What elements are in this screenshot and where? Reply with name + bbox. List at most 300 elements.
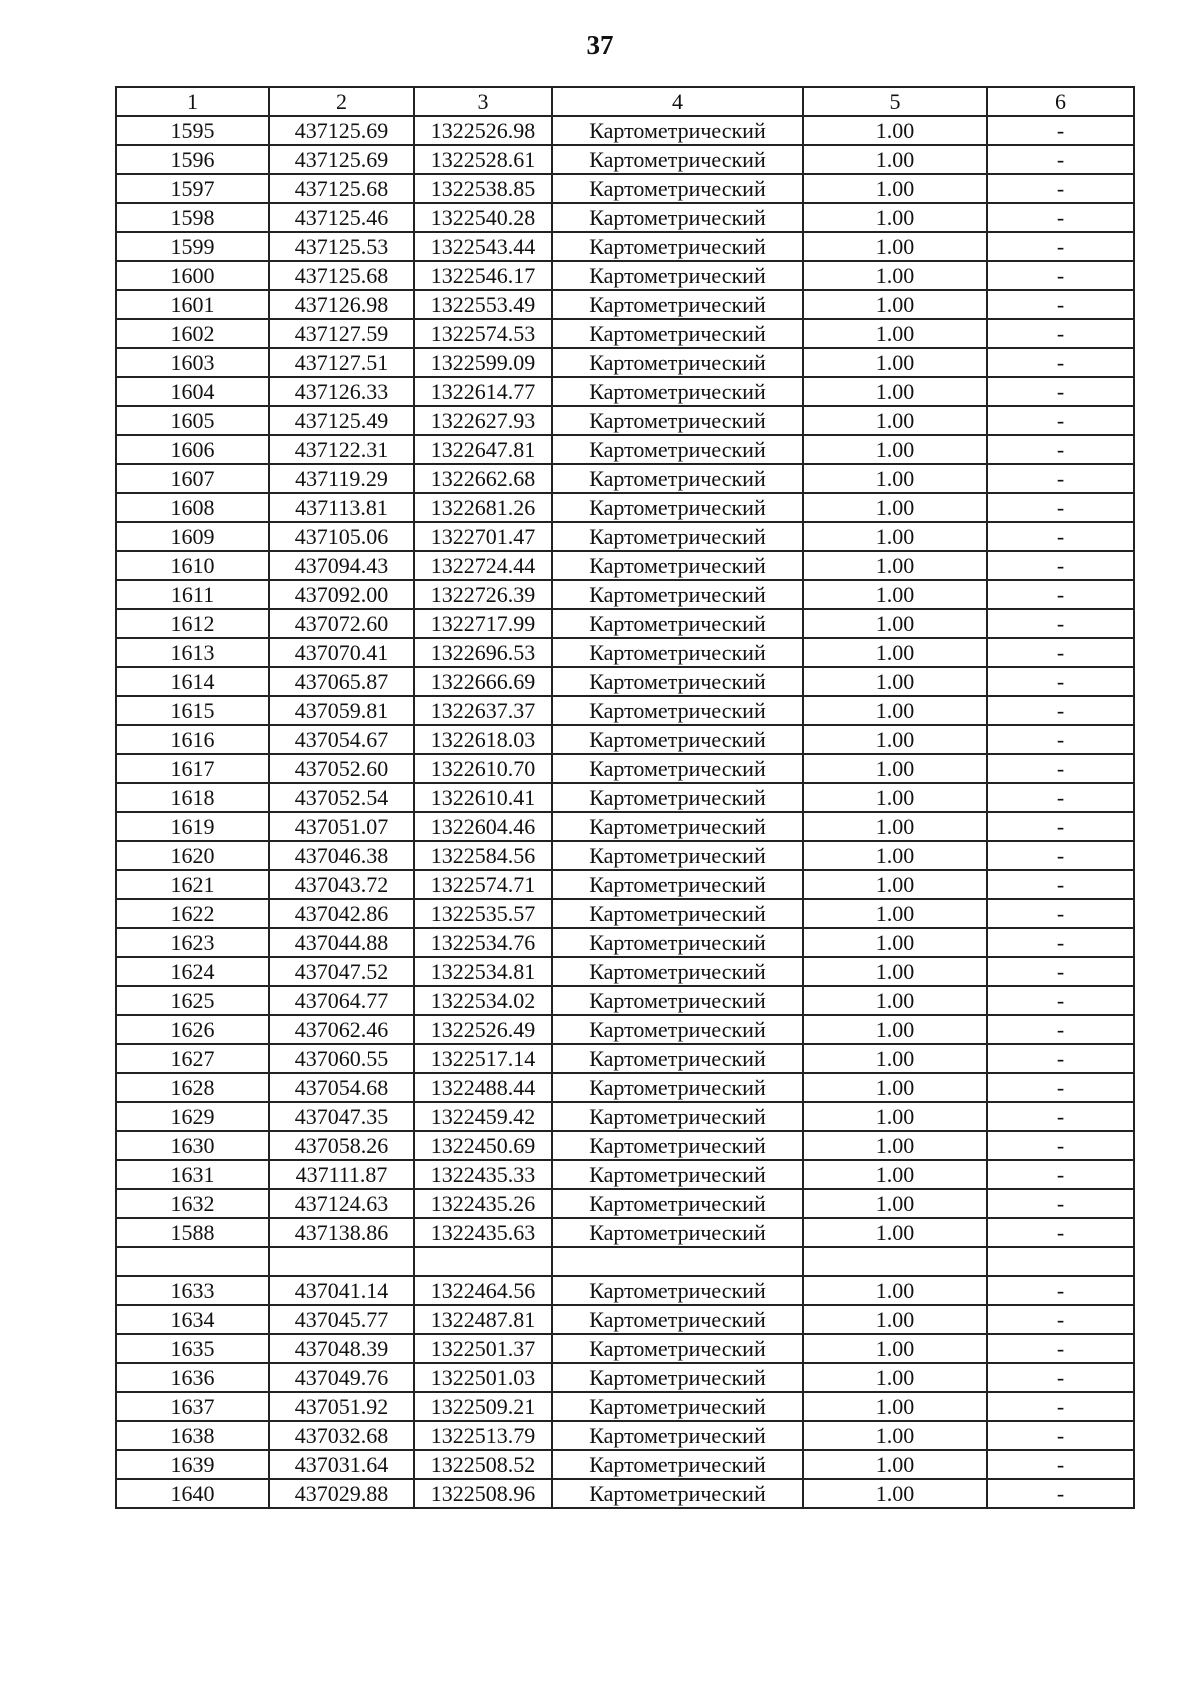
x-coordinate-cell: 437125.53 <box>269 232 414 261</box>
method-cell: Картометрический <box>552 1450 803 1479</box>
method-cell: Картометрический <box>552 551 803 580</box>
y-coordinate-cell: 1322681.26 <box>414 493 552 522</box>
accuracy-cell: 1.00 <box>803 1276 987 1305</box>
x-coordinate-cell: 437105.06 <box>269 522 414 551</box>
table-row <box>116 377 1134 406</box>
table-row <box>116 870 1134 899</box>
table-row <box>116 174 1134 203</box>
point-number-cell: 1609 <box>116 522 269 551</box>
table-row <box>116 667 1134 696</box>
y-coordinate-cell: 1322509.21 <box>414 1392 552 1421</box>
point-number-cell: 1619 <box>116 812 269 841</box>
note-cell: - <box>987 1450 1134 1479</box>
note-cell: - <box>987 1392 1134 1421</box>
y-coordinate-cell: 1322540.28 <box>414 203 552 232</box>
point-number-cell: 1622 <box>116 899 269 928</box>
x-coordinate-cell: 437043.72 <box>269 870 414 899</box>
y-coordinate-cell: 1322701.47 <box>414 522 552 551</box>
table-row <box>116 754 1134 783</box>
note-cell <box>987 1247 1134 1276</box>
y-coordinate-cell: 1322526.98 <box>414 116 552 145</box>
accuracy-cell: 1.00 <box>803 870 987 899</box>
method-cell <box>552 1247 803 1276</box>
method-cell: Картометрический <box>552 464 803 493</box>
note-cell: - <box>987 725 1134 754</box>
note-cell: - <box>987 1276 1134 1305</box>
y-coordinate-cell: 1322666.69 <box>414 667 552 696</box>
table-row <box>116 1015 1134 1044</box>
x-coordinate-cell: 437041.14 <box>269 1276 414 1305</box>
y-coordinate-cell: 1322574.53 <box>414 319 552 348</box>
point-number-cell: 1614 <box>116 667 269 696</box>
table-row <box>116 145 1134 174</box>
table-row <box>116 696 1134 725</box>
accuracy-cell: 1.00 <box>803 1044 987 1073</box>
y-coordinate-cell: 1322535.57 <box>414 899 552 928</box>
table-row <box>116 1276 1134 1305</box>
note-cell: - <box>987 1160 1134 1189</box>
table-row <box>116 957 1134 986</box>
x-coordinate-cell: 437125.69 <box>269 145 414 174</box>
y-coordinate-cell: 1322517.14 <box>414 1044 552 1073</box>
header-cell-2: 2 <box>269 87 414 116</box>
note-cell: - <box>987 551 1134 580</box>
note-cell: - <box>987 1305 1134 1334</box>
accuracy-cell: 1.00 <box>803 899 987 928</box>
x-coordinate-cell: 437062.46 <box>269 1015 414 1044</box>
note-cell: - <box>987 203 1134 232</box>
point-number-cell: 1623 <box>116 928 269 957</box>
note-cell: - <box>987 1189 1134 1218</box>
note-cell: - <box>987 1421 1134 1450</box>
y-coordinate-cell: 1322717.99 <box>414 609 552 638</box>
accuracy-cell: 1.00 <box>803 754 987 783</box>
point-number-cell: 1625 <box>116 986 269 1015</box>
note-cell: - <box>987 1073 1134 1102</box>
accuracy-cell: 1.00 <box>803 116 987 145</box>
method-cell: Картометрический <box>552 1044 803 1073</box>
note-cell: - <box>987 1044 1134 1073</box>
accuracy-cell: 1.00 <box>803 406 987 435</box>
point-number-cell: 1603 <box>116 348 269 377</box>
accuracy-cell: 1.00 <box>803 638 987 667</box>
header-cell-5: 5 <box>803 87 987 116</box>
accuracy-cell <box>803 1247 987 1276</box>
x-coordinate-cell: 437126.98 <box>269 290 414 319</box>
x-coordinate-cell: 437125.68 <box>269 261 414 290</box>
point-number-cell: 1604 <box>116 377 269 406</box>
table-row <box>116 551 1134 580</box>
note-cell: - <box>987 899 1134 928</box>
note-cell: - <box>987 261 1134 290</box>
table-row <box>116 1392 1134 1421</box>
table-row <box>116 1102 1134 1131</box>
header-row <box>116 87 1134 116</box>
header-cell-4: 4 <box>552 87 803 116</box>
accuracy-cell: 1.00 <box>803 203 987 232</box>
accuracy-cell: 1.00 <box>803 174 987 203</box>
accuracy-cell: 1.00 <box>803 928 987 957</box>
note-cell: - <box>987 696 1134 725</box>
table-row <box>116 1189 1134 1218</box>
point-number-cell: 1638 <box>116 1421 269 1450</box>
note-cell: - <box>987 841 1134 870</box>
accuracy-cell: 1.00 <box>803 1160 987 1189</box>
y-coordinate-cell: 1322610.70 <box>414 754 552 783</box>
method-cell: Картометрический <box>552 174 803 203</box>
accuracy-cell: 1.00 <box>803 290 987 319</box>
note-cell: - <box>987 1363 1134 1392</box>
table-row <box>116 116 1134 145</box>
note-cell: - <box>987 232 1134 261</box>
y-coordinate-cell: 1322508.96 <box>414 1479 552 1508</box>
y-coordinate-cell: 1322528.61 <box>414 145 552 174</box>
note-cell: - <box>987 986 1134 1015</box>
accuracy-cell: 1.00 <box>803 348 987 377</box>
method-cell: Картометрический <box>552 870 803 899</box>
method-cell: Картометрический <box>552 1073 803 1102</box>
x-coordinate-cell: 437094.43 <box>269 551 414 580</box>
x-coordinate-cell: 437124.63 <box>269 1189 414 1218</box>
y-coordinate-cell: 1322534.76 <box>414 928 552 957</box>
note-cell: - <box>987 667 1134 696</box>
y-coordinate-cell: 1322662.68 <box>414 464 552 493</box>
point-number-cell: 1636 <box>116 1363 269 1392</box>
y-coordinate-cell: 1322487.81 <box>414 1305 552 1334</box>
method-cell: Картометрический <box>552 203 803 232</box>
y-coordinate-cell: 1322450.69 <box>414 1131 552 1160</box>
accuracy-cell: 1.00 <box>803 1363 987 1392</box>
table-row <box>116 1305 1134 1334</box>
x-coordinate-cell: 437052.54 <box>269 783 414 812</box>
method-cell: Картометрический <box>552 725 803 754</box>
accuracy-cell: 1.00 <box>803 667 987 696</box>
table-row <box>116 1421 1134 1450</box>
table-row <box>116 1131 1134 1160</box>
y-coordinate-cell <box>414 1247 552 1276</box>
x-coordinate-cell: 437054.67 <box>269 725 414 754</box>
x-coordinate-cell: 437060.55 <box>269 1044 414 1073</box>
method-cell: Картометрический <box>552 1305 803 1334</box>
x-coordinate-cell: 437070.41 <box>269 638 414 667</box>
note-cell: - <box>987 812 1134 841</box>
table-row <box>116 522 1134 551</box>
table-row <box>116 609 1134 638</box>
table-row <box>116 899 1134 928</box>
table-row <box>116 1247 1134 1276</box>
table-row <box>116 319 1134 348</box>
accuracy-cell: 1.00 <box>803 1450 987 1479</box>
accuracy-cell: 1.00 <box>803 1334 987 1363</box>
table-row <box>116 638 1134 667</box>
note-cell: - <box>987 609 1134 638</box>
method-cell: Картометрический <box>552 812 803 841</box>
method-cell: Картометрический <box>552 1131 803 1160</box>
point-number-cell: 1637 <box>116 1392 269 1421</box>
y-coordinate-cell: 1322435.33 <box>414 1160 552 1189</box>
method-cell: Картометрический <box>552 609 803 638</box>
table-row <box>116 232 1134 261</box>
note-cell: - <box>987 580 1134 609</box>
accuracy-cell: 1.00 <box>803 1218 987 1247</box>
table-row <box>116 1363 1134 1392</box>
note-cell: - <box>987 522 1134 551</box>
method-cell: Картометрический <box>552 1160 803 1189</box>
accuracy-cell: 1.00 <box>803 696 987 725</box>
y-coordinate-cell: 1322696.53 <box>414 638 552 667</box>
point-number-cell: 1620 <box>116 841 269 870</box>
method-cell: Картометрический <box>552 841 803 870</box>
accuracy-cell: 1.00 <box>803 1479 987 1508</box>
point-number-cell: 1601 <box>116 290 269 319</box>
y-coordinate-cell: 1322584.56 <box>414 841 552 870</box>
point-number-cell: 1626 <box>116 1015 269 1044</box>
note-cell: - <box>987 1218 1134 1247</box>
method-cell: Картометрический <box>552 754 803 783</box>
accuracy-cell: 1.00 <box>803 580 987 609</box>
y-coordinate-cell: 1322513.79 <box>414 1421 552 1450</box>
accuracy-cell: 1.00 <box>803 377 987 406</box>
point-number-cell: 1588 <box>116 1218 269 1247</box>
y-coordinate-cell: 1322501.03 <box>414 1363 552 1392</box>
note-cell: - <box>987 174 1134 203</box>
method-cell: Картометрический <box>552 1102 803 1131</box>
method-cell: Картометрический <box>552 928 803 957</box>
method-cell: Картометрический <box>552 493 803 522</box>
method-cell: Картометрический <box>552 1189 803 1218</box>
table-row <box>116 290 1134 319</box>
x-coordinate-cell: 437042.86 <box>269 899 414 928</box>
y-coordinate-cell: 1322435.26 <box>414 1189 552 1218</box>
accuracy-cell: 1.00 <box>803 551 987 580</box>
y-coordinate-cell: 1322637.37 <box>414 696 552 725</box>
y-coordinate-cell: 1322647.81 <box>414 435 552 464</box>
table-row <box>116 841 1134 870</box>
x-coordinate-cell: 437113.81 <box>269 493 414 522</box>
x-coordinate-cell: 437047.52 <box>269 957 414 986</box>
y-coordinate-cell: 1322553.49 <box>414 290 552 319</box>
point-number-cell: 1631 <box>116 1160 269 1189</box>
x-coordinate-cell: 437065.87 <box>269 667 414 696</box>
point-number-cell: 1624 <box>116 957 269 986</box>
x-coordinate-cell: 437122.31 <box>269 435 414 464</box>
y-coordinate-cell: 1322488.44 <box>414 1073 552 1102</box>
point-number-cell: 1640 <box>116 1479 269 1508</box>
x-coordinate-cell: 437048.39 <box>269 1334 414 1363</box>
x-coordinate-cell: 437032.68 <box>269 1421 414 1450</box>
accuracy-cell: 1.00 <box>803 1421 987 1450</box>
method-cell: Картометрический <box>552 986 803 1015</box>
method-cell: Картометрический <box>552 261 803 290</box>
table-row <box>116 928 1134 957</box>
point-number-cell: 1611 <box>116 580 269 609</box>
point-number-cell: 1602 <box>116 319 269 348</box>
note-cell: - <box>987 319 1134 348</box>
y-coordinate-cell: 1322534.81 <box>414 957 552 986</box>
table-row <box>116 203 1134 232</box>
y-coordinate-cell: 1322526.49 <box>414 1015 552 1044</box>
x-coordinate-cell: 437051.92 <box>269 1392 414 1421</box>
table-row <box>116 580 1134 609</box>
accuracy-cell: 1.00 <box>803 232 987 261</box>
table-row <box>116 725 1134 754</box>
x-coordinate-cell: 437052.60 <box>269 754 414 783</box>
point-number-cell: 1616 <box>116 725 269 754</box>
point-number-cell: 1613 <box>116 638 269 667</box>
y-coordinate-cell: 1322627.93 <box>414 406 552 435</box>
x-coordinate-cell: 437059.81 <box>269 696 414 725</box>
method-cell: Картометрический <box>552 667 803 696</box>
x-coordinate-cell: 437029.88 <box>269 1479 414 1508</box>
x-coordinate-cell: 437047.35 <box>269 1102 414 1131</box>
note-cell: - <box>987 1479 1134 1508</box>
y-coordinate-cell: 1322508.52 <box>414 1450 552 1479</box>
method-cell: Картометрический <box>552 1392 803 1421</box>
table-row <box>116 435 1134 464</box>
note-cell: - <box>987 957 1134 986</box>
coordinates-table <box>115 86 1135 1509</box>
note-cell: - <box>987 406 1134 435</box>
point-number-cell: 1612 <box>116 609 269 638</box>
method-cell: Картометрический <box>552 145 803 174</box>
note-cell: - <box>987 464 1134 493</box>
y-coordinate-cell: 1322546.17 <box>414 261 552 290</box>
point-number-cell: 1627 <box>116 1044 269 1073</box>
x-coordinate-cell: 437045.77 <box>269 1305 414 1334</box>
point-number-cell: 1634 <box>116 1305 269 1334</box>
y-coordinate-cell: 1322599.09 <box>414 348 552 377</box>
point-number-cell: 1598 <box>116 203 269 232</box>
note-cell: - <box>987 290 1134 319</box>
x-coordinate-cell: 437092.00 <box>269 580 414 609</box>
accuracy-cell: 1.00 <box>803 783 987 812</box>
table-row <box>116 406 1134 435</box>
point-number-cell: 1605 <box>116 406 269 435</box>
point-number-cell: 1607 <box>116 464 269 493</box>
table-row <box>116 1334 1134 1363</box>
note-cell: - <box>987 783 1134 812</box>
accuracy-cell: 1.00 <box>803 609 987 638</box>
method-cell: Картометрический <box>552 1218 803 1247</box>
point-number-cell: 1606 <box>116 435 269 464</box>
x-coordinate-cell: 437127.59 <box>269 319 414 348</box>
accuracy-cell: 1.00 <box>803 493 987 522</box>
page-number: 37 <box>586 30 614 60</box>
point-number-cell: 1617 <box>116 754 269 783</box>
table-row <box>116 1479 1134 1508</box>
table-row <box>116 348 1134 377</box>
point-number-cell: 1608 <box>116 493 269 522</box>
accuracy-cell: 1.00 <box>803 725 987 754</box>
point-number-cell: 1639 <box>116 1450 269 1479</box>
point-number-cell: 1596 <box>116 145 269 174</box>
y-coordinate-cell: 1322574.71 <box>414 870 552 899</box>
accuracy-cell: 1.00 <box>803 319 987 348</box>
accuracy-cell: 1.00 <box>803 986 987 1015</box>
method-cell: Картометрический <box>552 1015 803 1044</box>
method-cell: Картометрический <box>552 957 803 986</box>
header-cell-3: 3 <box>414 87 552 116</box>
x-coordinate-cell: 437051.07 <box>269 812 414 841</box>
method-cell: Картометрический <box>552 1421 803 1450</box>
method-cell: Картометрический <box>552 522 803 551</box>
note-cell: - <box>987 435 1134 464</box>
y-coordinate-cell: 1322618.03 <box>414 725 552 754</box>
table-row <box>116 1073 1134 1102</box>
point-number-cell: 1595 <box>116 116 269 145</box>
point-number-cell: 1597 <box>116 174 269 203</box>
accuracy-cell: 1.00 <box>803 522 987 551</box>
method-cell: Картометрический <box>552 406 803 435</box>
note-cell: - <box>987 1334 1134 1363</box>
y-coordinate-cell: 1322501.37 <box>414 1334 552 1363</box>
accuracy-cell: 1.00 <box>803 261 987 290</box>
table-row <box>116 1160 1134 1189</box>
accuracy-cell: 1.00 <box>803 464 987 493</box>
note-cell: - <box>987 1131 1134 1160</box>
accuracy-cell: 1.00 <box>803 1305 987 1334</box>
point-number-cell: 1621 <box>116 870 269 899</box>
table-row <box>116 812 1134 841</box>
header-cell-6: 6 <box>987 87 1134 116</box>
x-coordinate-cell: 437119.29 <box>269 464 414 493</box>
method-cell: Картометрический <box>552 1276 803 1305</box>
note-cell: - <box>987 116 1134 145</box>
method-cell: Картометрический <box>552 1363 803 1392</box>
x-coordinate-cell: 437126.33 <box>269 377 414 406</box>
point-number-cell: 1600 <box>116 261 269 290</box>
y-coordinate-cell: 1322604.46 <box>414 812 552 841</box>
accuracy-cell: 1.00 <box>803 1073 987 1102</box>
method-cell: Картометрический <box>552 580 803 609</box>
x-coordinate-cell: 437125.68 <box>269 174 414 203</box>
note-cell: - <box>987 493 1134 522</box>
accuracy-cell: 1.00 <box>803 1189 987 1218</box>
x-coordinate-cell: 437125.49 <box>269 406 414 435</box>
note-cell: - <box>987 1102 1134 1131</box>
table-row <box>116 1218 1134 1247</box>
accuracy-cell: 1.00 <box>803 1392 987 1421</box>
x-coordinate-cell: 437058.26 <box>269 1131 414 1160</box>
accuracy-cell: 1.00 <box>803 812 987 841</box>
accuracy-cell: 1.00 <box>803 435 987 464</box>
method-cell: Картометрический <box>552 116 803 145</box>
method-cell: Картометрический <box>552 435 803 464</box>
x-coordinate-cell: 437046.38 <box>269 841 414 870</box>
x-coordinate-cell: 437127.51 <box>269 348 414 377</box>
y-coordinate-cell: 1322459.42 <box>414 1102 552 1131</box>
x-coordinate-cell: 437138.86 <box>269 1218 414 1247</box>
y-coordinate-cell: 1322435.63 <box>414 1218 552 1247</box>
method-cell: Картометрический <box>552 319 803 348</box>
y-coordinate-cell: 1322464.56 <box>414 1276 552 1305</box>
y-coordinate-cell: 1322543.44 <box>414 232 552 261</box>
point-number-cell <box>116 1247 269 1276</box>
accuracy-cell: 1.00 <box>803 1015 987 1044</box>
point-number-cell: 1635 <box>116 1334 269 1363</box>
method-cell: Картометрический <box>552 1334 803 1363</box>
method-cell: Картометрический <box>552 348 803 377</box>
point-number-cell: 1630 <box>116 1131 269 1160</box>
method-cell: Картометрический <box>552 290 803 319</box>
y-coordinate-cell: 1322538.85 <box>414 174 552 203</box>
x-coordinate-cell: 437049.76 <box>269 1363 414 1392</box>
method-cell: Картометрический <box>552 232 803 261</box>
point-number-cell: 1633 <box>116 1276 269 1305</box>
point-number-cell: 1628 <box>116 1073 269 1102</box>
x-coordinate-cell: 437064.77 <box>269 986 414 1015</box>
note-cell: - <box>987 928 1134 957</box>
